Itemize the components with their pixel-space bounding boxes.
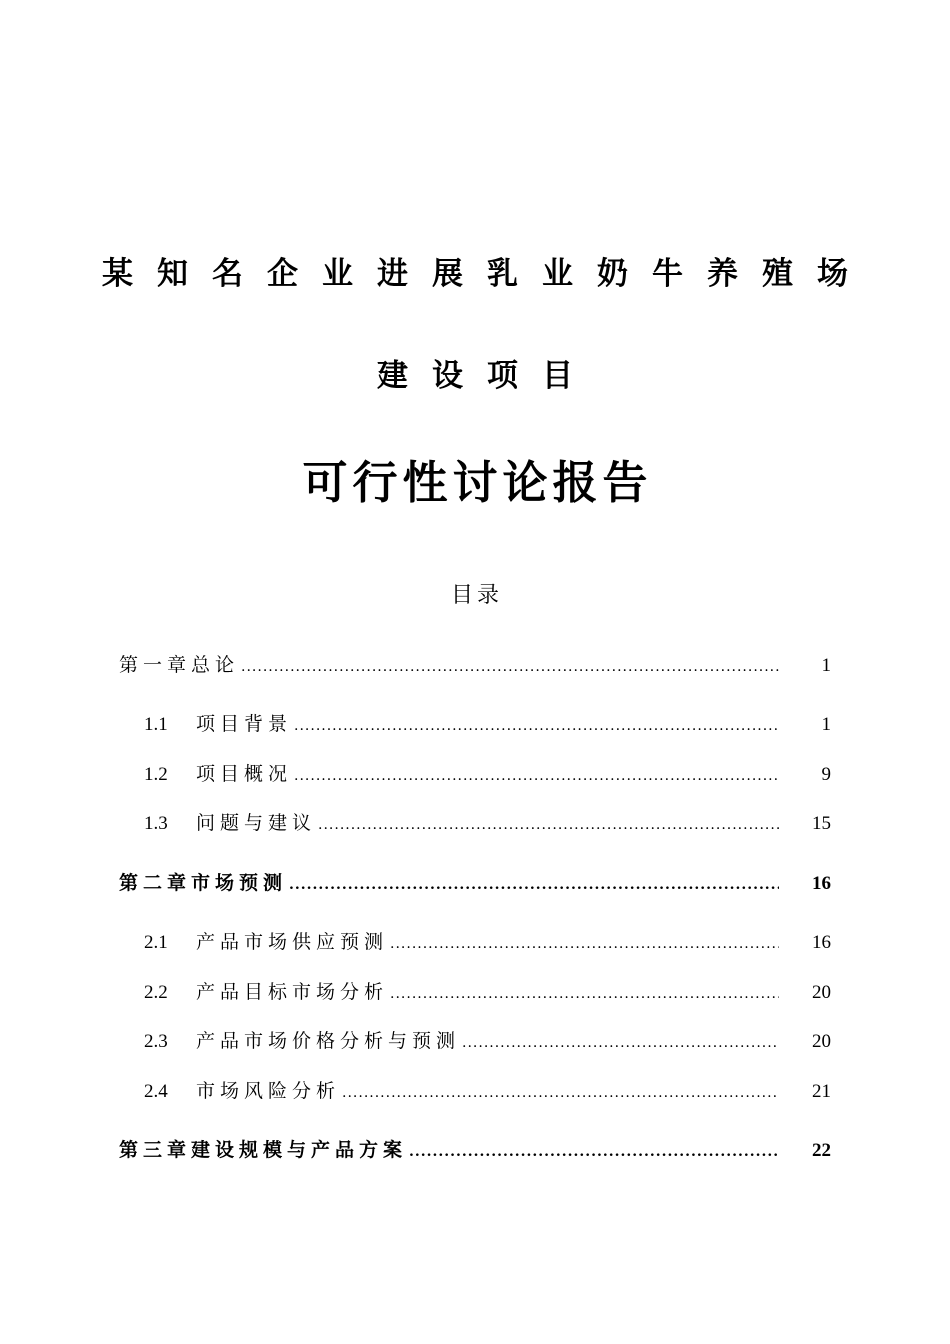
toc-entry-2-4[interactable] <box>144 1076 831 1106</box>
title-line-3: 可行性讨论报告 <box>302 456 653 509</box>
toc-dot-leader <box>409 1144 779 1160</box>
toc-entry-page: 9 <box>821 764 831 785</box>
toc-entry-label: 项目概况 <box>196 763 293 785</box>
toc-entry-2-3[interactable] <box>144 1026 831 1056</box>
toc-entry-chapter-3[interactable] <box>119 1135 831 1165</box>
toc-entry-page: 15 <box>812 813 831 834</box>
toc-entry-label: 问题与建议 <box>196 812 317 834</box>
toc-entry-label: 第二章市场预测 <box>119 872 288 894</box>
toc-dot-leader <box>390 936 779 952</box>
toc-dot-leader <box>318 817 779 833</box>
toc-entry-number: 1.3 <box>144 813 168 834</box>
toc-entry-label: 第三章建设规模与产品方案 <box>119 1139 408 1161</box>
toc-dot-leader <box>342 1085 779 1101</box>
toc-entry-1-1[interactable] <box>144 709 831 739</box>
toc-entry-number: 2.3 <box>144 1031 168 1052</box>
toc-entry-number: 2.2 <box>144 982 168 1003</box>
toc-entry-page: 21 <box>812 1081 831 1102</box>
title-line-1: 某知名企业进展乳业奶牛养殖场 <box>102 256 872 292</box>
toc-entry-label: 产品目标市场分析 <box>196 981 389 1003</box>
toc-entry-number: 2.1 <box>144 932 168 953</box>
toc-dot-leader <box>390 986 779 1002</box>
toc-entry-2-1[interactable] <box>144 927 831 957</box>
toc-entry-1-3[interactable] <box>144 808 831 838</box>
toc-heading: 目录 <box>450 583 503 608</box>
toc-entry-page: 16 <box>812 873 831 894</box>
toc-entry-2-2[interactable] <box>144 977 831 1007</box>
toc-entry-chapter-2[interactable] <box>119 868 831 898</box>
toc-entry-label: 项目背景 <box>196 713 293 735</box>
toc-entry-number: 1.2 <box>144 764 168 785</box>
toc-dot-leader <box>241 659 779 675</box>
toc-entry-page: 1 <box>821 655 831 676</box>
toc-dot-leader <box>289 877 779 893</box>
toc-entry-page: 22 <box>812 1140 831 1161</box>
toc-entry-label: 产品市场供应预测 <box>196 931 389 953</box>
toc-entry-page: 20 <box>812 1031 831 1052</box>
toc-entry-chapter-1[interactable] <box>119 650 831 680</box>
toc-entry-label: 第一章总论 <box>119 654 240 676</box>
toc-entry-page: 16 <box>812 932 831 953</box>
toc-entry-number: 2.4 <box>144 1081 168 1102</box>
toc-entry-page: 1 <box>821 714 831 735</box>
toc-entry-1-2[interactable] <box>144 759 831 789</box>
toc-entry-number: 1.1 <box>144 714 168 735</box>
toc-dot-leader <box>294 718 779 734</box>
toc-entry-page: 20 <box>812 982 831 1003</box>
title-line-2: 建设项目 <box>377 358 597 394</box>
toc-dot-leader <box>294 768 779 784</box>
toc-entry-label: 市场风险分析 <box>196 1080 341 1102</box>
toc-dot-leader <box>462 1035 779 1051</box>
toc-entry-label: 产品市场价格分析与预测 <box>196 1030 461 1052</box>
